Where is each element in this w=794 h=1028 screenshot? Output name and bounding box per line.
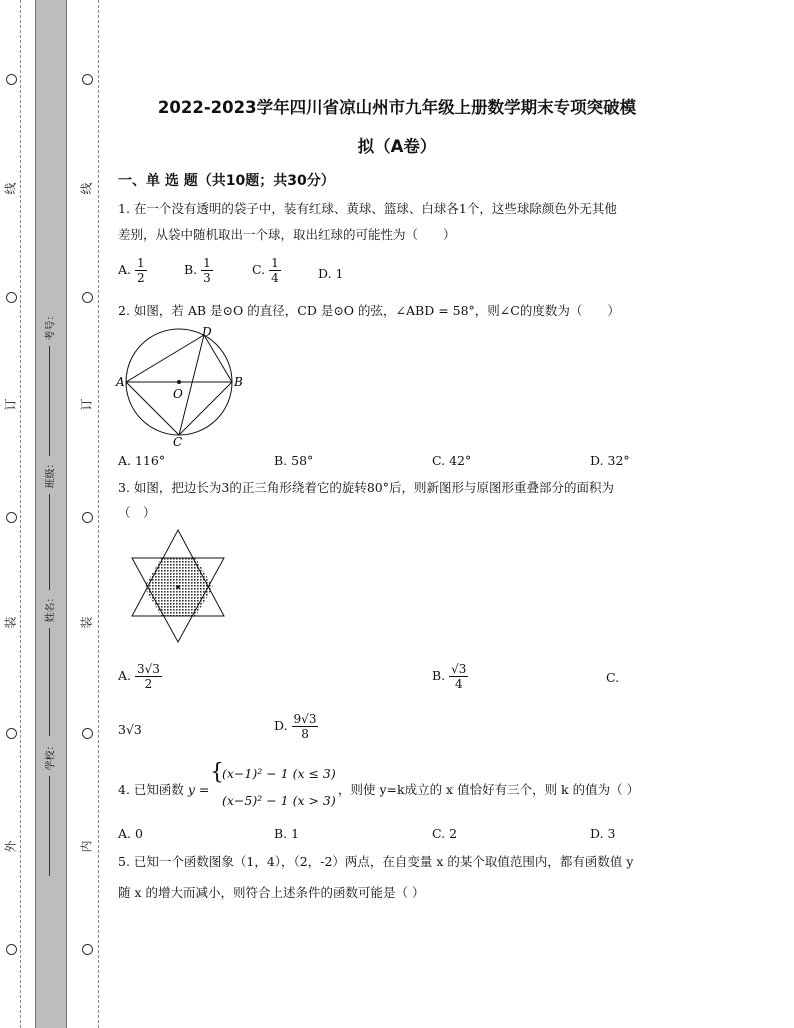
q4-brace: { (210, 760, 224, 785)
fraction-denominator: 3 (203, 271, 211, 285)
q3-option-c-value[interactable]: 3√3 (118, 722, 142, 737)
q1-option-c[interactable] (252, 256, 281, 285)
margin-label-line: 线 (79, 182, 94, 195)
q1-option-c-letter: C. (252, 262, 266, 277)
q2-label-a: A (116, 375, 125, 389)
binding-hole (82, 74, 93, 85)
q2-option-c[interactable]: C. 42° (432, 453, 472, 468)
q3-stem-line2: （ ） (118, 505, 156, 520)
class-blank[interactable] (49, 494, 50, 590)
q2-stem: 2. 如图，若 AB 是⊙O 的直径，CD 是⊙O 的弦，∠ABD = 58°，则∠C的度数为（ ） (118, 303, 620, 318)
q1-option-b-fraction (201, 256, 213, 285)
q2-chord-ac (126, 382, 179, 435)
school-label: 学校： (45, 740, 57, 771)
q3-option-c-letter[interactable]: C. (606, 670, 620, 685)
fraction-numerator: 3√3 (137, 662, 160, 676)
q2-option-b[interactable]: B. 58° (274, 453, 314, 468)
q3-stem-line1: 3. 如图，把边长为3的正三角形绕着它的旋转80°后，则新图形与原图形重叠部分的面积为 (118, 480, 615, 495)
binding-hole (82, 292, 93, 303)
name-label: 姓名： (45, 592, 57, 623)
binding-hole (6, 728, 17, 739)
q4-case1: (x−1)² − 1 (x ≤ 3) (222, 766, 336, 781)
outer-fold-line (20, 0, 21, 1028)
q3-option-b-letter: B. (432, 668, 446, 683)
q1-option-b[interactable] (184, 256, 213, 285)
q5-stem-line1: 5. 已知一个函数图象（1，4），（2，-2）两点，在自变量 x 的某个取值范围内，都有函数值 y (118, 854, 634, 869)
binding-hole (6, 74, 17, 85)
q4-option-d[interactable]: D. 3 (590, 826, 616, 841)
q3-option-b[interactable] (432, 662, 468, 691)
fraction-denominator: 8 (301, 727, 309, 741)
exam-title-line1: 2022-2023学年四川省凉山州市九年级上册数学期末专项突破模 (157, 98, 637, 117)
q1-option-c-fraction (269, 256, 281, 285)
margin-label-bind: 装 (79, 616, 94, 629)
q2-chord-ad (126, 335, 204, 382)
binding-hole (82, 512, 93, 523)
school-blank[interactable] (49, 776, 50, 876)
q3-option-a[interactable] (118, 662, 162, 691)
q2-option-a[interactable]: A. 116° (118, 453, 166, 468)
margin-label-order: 订 (79, 398, 94, 411)
margin-label-inner: 内 (79, 840, 94, 853)
fraction-denominator: 4 (454, 677, 463, 691)
binding-hole (6, 944, 17, 955)
q4-stem-suffix: ，则使 y=k成立的 x 值恰好有三个，则 k 的值为（ ） (338, 782, 640, 797)
q1-option-b-letter: B. (184, 262, 198, 277)
margin-label-outer: 外 (3, 840, 18, 853)
binding-hole (82, 944, 93, 955)
q2-circle-figure (112, 326, 246, 446)
q2-label-d: D (202, 326, 212, 339)
q1-option-a-letter: A. (118, 262, 132, 277)
q1-option-d[interactable]: D. 1 (318, 266, 344, 281)
q2-label-o: O (173, 387, 183, 401)
margin-label-order: 订 (3, 398, 18, 411)
q3-triangle-figure (128, 528, 232, 646)
exam-number-label: 考号： (45, 310, 57, 341)
q3-option-b-fraction (449, 662, 468, 691)
q4-option-b[interactable]: B. 1 (274, 826, 300, 841)
q4-stem-prefix-text: 4. 已知函数 (118, 782, 184, 797)
q2-center-point (177, 380, 181, 384)
margin-label-bind: 装 (3, 616, 18, 629)
binding-hole (82, 728, 93, 739)
exam-title-line2: 拟（A卷） (357, 137, 437, 156)
margin-label-line: 线 (3, 182, 18, 195)
q2-chord-bd (204, 335, 232, 382)
q2-label-c: C (173, 435, 183, 446)
inner-fold-line (98, 0, 99, 1028)
binding-hole (6, 512, 17, 523)
q2-chord-cd (179, 335, 204, 435)
q2-option-d[interactable]: D. 32° (590, 453, 630, 468)
q3-option-d[interactable] (274, 712, 318, 741)
binding-strip (35, 0, 67, 1028)
q4-case2: (x−5)² − 1 (x > 3) (222, 793, 336, 808)
q3-option-d-letter: D. (274, 718, 288, 733)
q4-stem-prefix: 4. 已知函数 y = (118, 782, 210, 797)
q1-stem-line1: 1. 在一个没有透明的袋子中，装有红球、黄球、篮球、白球各1个，这些球除颜色外无其他 (118, 201, 617, 216)
name-blank[interactable] (49, 628, 50, 736)
exam-number-blank[interactable] (49, 346, 50, 456)
q1-option-a-fraction (135, 256, 147, 285)
q3-center-point (176, 585, 180, 589)
fraction-numerator: √3 (451, 662, 467, 676)
q3-option-d-fraction (292, 712, 319, 741)
fraction-numerator: 1 (271, 256, 279, 270)
section-heading: 一、单 选 题（共10题；共30分） (118, 173, 335, 189)
q5-stem-line2: 随 x 的增大而减小，则符合上述条件的函数可能是（ ） (118, 885, 425, 900)
q3-option-a-fraction (135, 662, 162, 691)
q4-option-c[interactable]: C. 2 (432, 826, 458, 841)
q1-stem-line2: 差别，从袋中随机取出一个球，取出红球的可能性为（ ） (118, 227, 456, 242)
q4-option-a[interactable]: A. 0 (118, 826, 143, 841)
fraction-denominator: 2 (144, 677, 153, 691)
fraction-denominator: 2 (137, 271, 145, 285)
binding-hole (6, 292, 17, 303)
fraction-numerator: 1 (137, 256, 145, 270)
class-label: 班级： (45, 458, 57, 489)
fraction-numerator: 9√3 (293, 712, 317, 726)
q1-option-a[interactable] (118, 256, 147, 285)
q3-option-a-letter: A. (118, 668, 132, 683)
fraction-numerator: 1 (203, 256, 211, 270)
fraction-denominator: 4 (271, 271, 279, 285)
q2-label-b: B (234, 375, 243, 389)
q2-chord-bc (179, 382, 232, 435)
